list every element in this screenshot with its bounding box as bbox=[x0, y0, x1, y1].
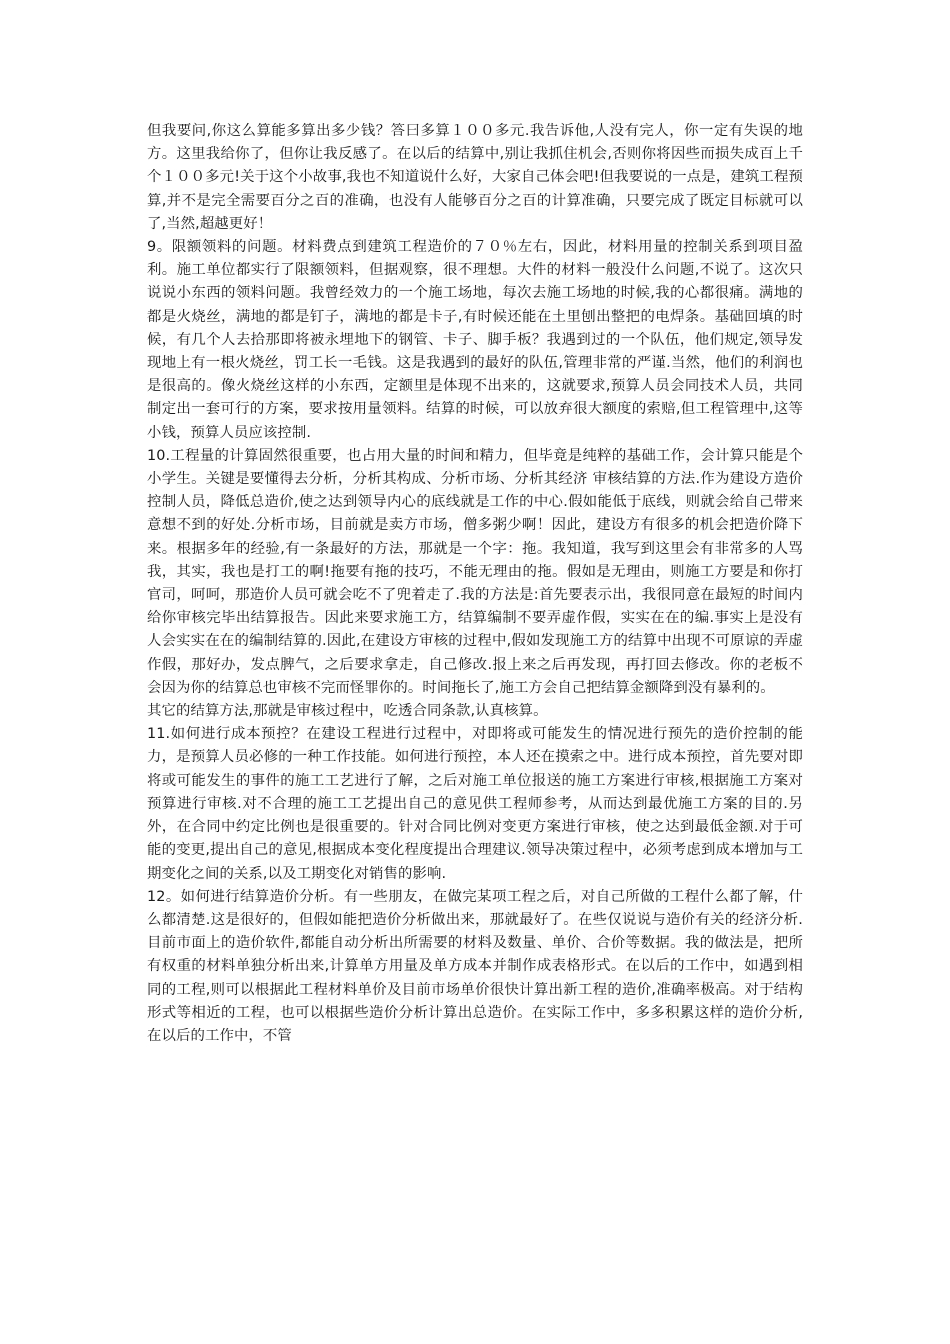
paragraph-item-12-settlement-analysis: 12。如何进行结算造价分析。有一些朋友，在做完某项工程之后，对自己所做的工程什么都了解，什么都清楚.这是很好的，但假如能把造价分析做出来，那就最好了。在些仅说说与造价有关的经济分析.目前市面上的造价软件,都能自动分析出所需要的材料及数量、单价、合价等数据。我的做法是，把所有权重的材料单独分析出来,计算单方用量及单方成本并制作成表格形式。在以后的工作中，如遇到相同的工程,则可以根据此工程材料单价及目前市场单价很快计算出新工程的造价,准确率极高。对于结构形式等相近的工程，也可以根据些造价分析计算出总造价。在实际工作中，多多积累这样的造价分析,在以后的工作中，不管 bbox=[147, 888, 803, 1044]
paragraph-item-10-quantity-analysis: 10.工程量的计算固然很重要，也占用大量的时间和精力，但毕竟是纯粹的基础工作，会计算只能是个小学生。关键是要懂得去分析，分析其构成、分析市场、分析其经济 审核结算的方法.作为建设方造价控制人员，降低总造价,使之达到领导内心的底线就是工作的中心.假如能低于底线，则就会给自己带来意想不到的好处.分析市场，目前就是卖方市场，僧多粥少啊！因此，建设方有很多的机会把造价降下来。根据多年的经验,有一条最好的方法，那就是一个字：拖。我知道，我写到这里会有非常多的人骂我，其实，我也是打工的啊!拖要有拖的技巧，不能无理由的拖。假如是无理由，则施工方要是和你打官司，呵呵，那造价人员可就会吃不了兜着走了.我的方法是:首先要表示出，我很同意在最短的时间内给你审核完毕出结算报告。因此来要求施工方，结算编制不要弄虚作假，实实在在的编.事实上是没有人会实实在在的编制结算的.因此,在建设方审核的过程中,假如发现施工方的结算中出现不可原谅的弄虚作假，那好办，发点脾气，之后要求拿走，自己修改.报上来之后再发现，再打回去修改。你的老板不会因为你的结算总也审核不完而怪罪你的。时间拖长了,施工方会自己把结算金额降到没有暴利的。 bbox=[147, 447, 803, 696]
paragraph-other-settlement-methods: 其它的结算方法,那就是审核过程中，吃透合同条款,认真核算。 bbox=[147, 703, 548, 720]
paragraph-item-9-material-quota: 9。限额领料的问题。材料费点到建筑工程造价的７０％左右，因此，材料用量的控制关系到项目盈利。施工单位都实行了限额领料，但据观察，很不理想。大件的材料一般没什么问题,不说了。这次只说说小东西的领料问题。我曾经效力的一个施工场地，每次去施工场地的时候,我的心都很痛。满地的都是火烧丝，满地的都是钉子，满地的都是卡子,有时候还能在土里刨出整把的电焊条。基础回填的时候，有几个人去拾那即将被永埋地下的钢管、卡子、脚手板？我遇到过的一个队伍，他们规定,领导发现地上有一根火烧丝，罚工长一毛钱。这是我遇到的最好的队伍,管理非常的严谨.当然，他们的利润也是很高的。像火烧丝这样的小东西，定额里是体现不出来的，这就要求,预算人员会同技术人员，共同制定出一套可行的方案，要求按用量领料。结算的时候，可以放弃很大额度的索赔,但工程管理中,这等小钱，预算人员应该控制. bbox=[147, 239, 803, 441]
paragraph-item-11-cost-precontrol: 11.如何进行成本预控？在建设工程进行过程中，对即将或可能发生的情况进行预先的造价控制的能力，是预算人员必修的一种工作技能。如何进行预控，本人还在摸索之中。进行成本预控，首先要对即将或可能发生的事件的施工工艺进行了解，之后对施工单位报送的施工方案进行审核,根据施工方案对预算进行审核.对不合理的施工工艺提出自己的意见供工程师参考，从而达到最优施工方案的目的.另外，在合同中约定比例也是很重要的。针对合同比例对变更方案进行审核，使之达到最低金额.对于可能的变更,提出自己的意见,根据成本变化程度提出合理建议.领导决策过程中，必须考虑到成本增加与工期变化之间的关系,以及工期变化对销售的影响. bbox=[147, 726, 803, 882]
document-body bbox=[147, 120, 803, 1048]
paragraph-story-conclusion: 但我要问,你这么算能多算出多少钱？答曰多算１００多元.我告诉他,人没有完人，你一定有失误的地方。这里我给你了，但你让我反感了。在以后的结算中,别让我抓住机会,否则你将因些而损失成百上千个１００多元!关于这个小故事,我也不知道说什么好，大家自己体会吧!但我要说的一点是，建筑工程预算,并不是完全需要百分之百的准确，也没有人能够百分之百的计算准确，只要完成了既定目标就可以了,当然,超越更好！ bbox=[147, 123, 803, 232]
